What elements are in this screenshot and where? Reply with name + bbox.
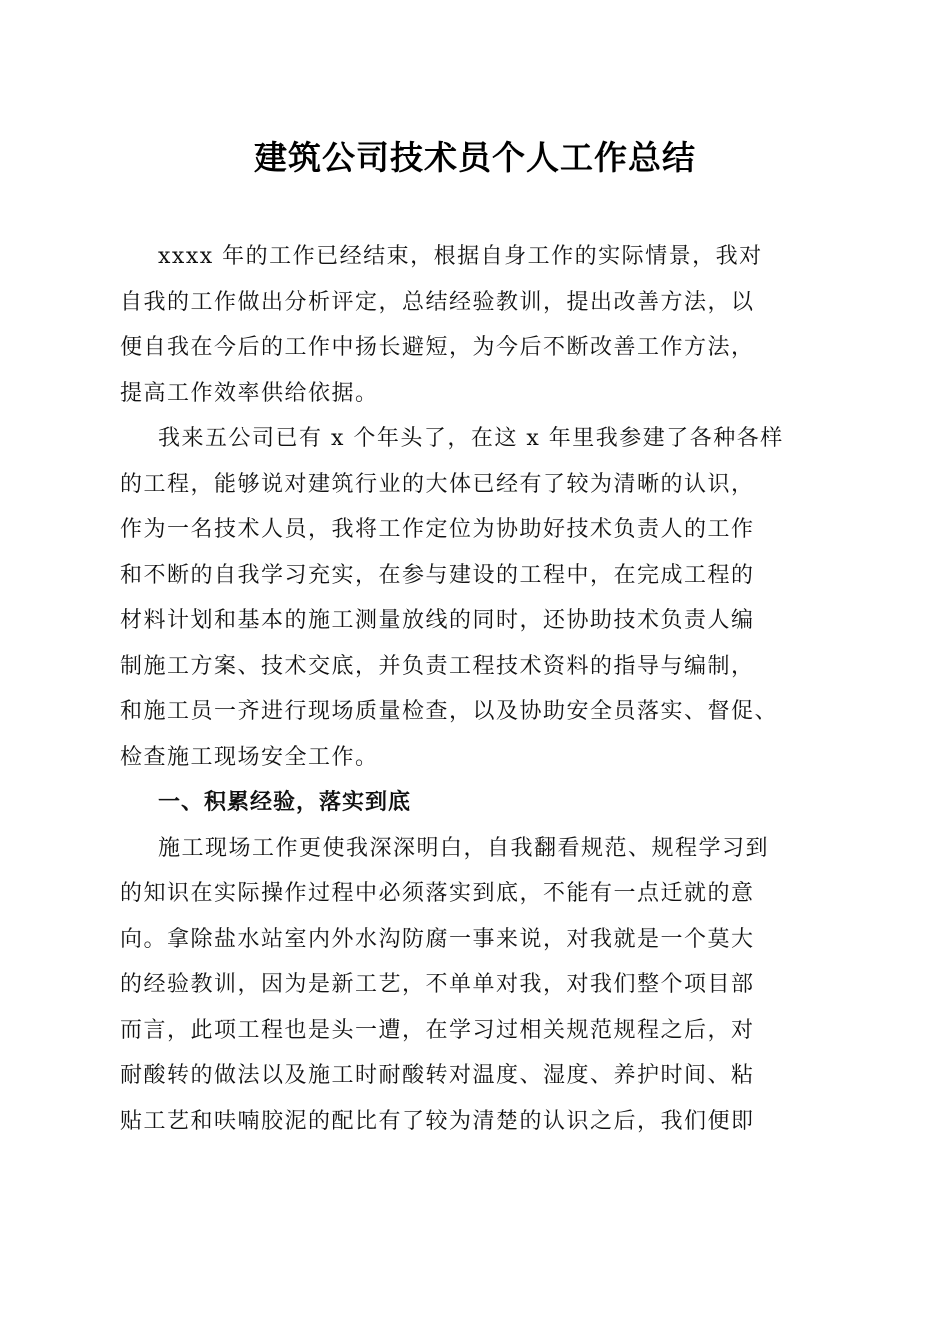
paragraph-line: 便自我在今后的工作中扬长避短，为今后不断改善工作方法，	[120, 335, 755, 360]
paragraph-line: 耐酸转的做法以及施工时耐酸转对温度、湿度、养护时间、粘	[120, 1063, 755, 1088]
paragraph-line: 向。拿除盐水站室内外水沟防腐一事来说，对我就是一个莫大	[120, 926, 755, 952]
paragraph-line: 的工程，能够说对建筑行业的大体已经有了较为清晰的认识，	[120, 471, 755, 497]
paragraph-line: 的知识在实际操作过程中必须落实到底，不能有一点迁就的意	[120, 881, 755, 906]
paragraph-line: 贴工艺和呋喃胶泥的配比有了较为清楚的认识之后，我们便即	[120, 1108, 755, 1134]
section-heading: 一、积累经验，落实到底	[158, 790, 412, 815]
paragraph-line: 提高工作效率供给依据。	[120, 380, 379, 406]
paragraph-line: 和不断的自我学习充实，在参与建设的工程中，在完成工程的	[120, 562, 755, 588]
paragraph-line: 我来五公司已有 x 个年头了，在这 x 年里我参建了各种各样	[158, 426, 784, 451]
paragraph-line: 而言，此项工程也是头一遭，在学习过相关规范规程之后，对	[120, 1017, 755, 1043]
paragraph-line: 的经验教训，因为是新工艺，不单单对我，对我们整个项目部	[120, 972, 755, 997]
document-body	[120, 234, 822, 1144]
paragraph-line: 自我的工作做出分析评定，总结经验教训，提出改善方法，以	[120, 289, 755, 315]
paragraph-line: 作为一名技术人员，我将工作定位为协助好技术负责人的工作	[120, 517, 755, 542]
document-title: 建筑公司技术员个人工作总结	[254, 138, 696, 177]
paragraph-line: 制施工方案、技术交底，并负责工程技术资料的指导与编制，	[120, 653, 755, 679]
paragraph-line: 和施工员一齐进行现场质量检查，以及协助安全员落实、督促、	[120, 699, 779, 724]
paragraph-line: 施工现场工作更使我深深明白，自我翻看规范、规程学习到	[158, 835, 770, 861]
paragraph-line: 检查施工现场安全工作。	[120, 744, 379, 770]
paragraph-line: 材料计划和基本的施工测量放线的同时，还协助技术负责人编	[120, 608, 755, 633]
paragraph-line: xxxx 年的工作已经结束，根据自身工作的实际情景，我对	[158, 244, 763, 269]
